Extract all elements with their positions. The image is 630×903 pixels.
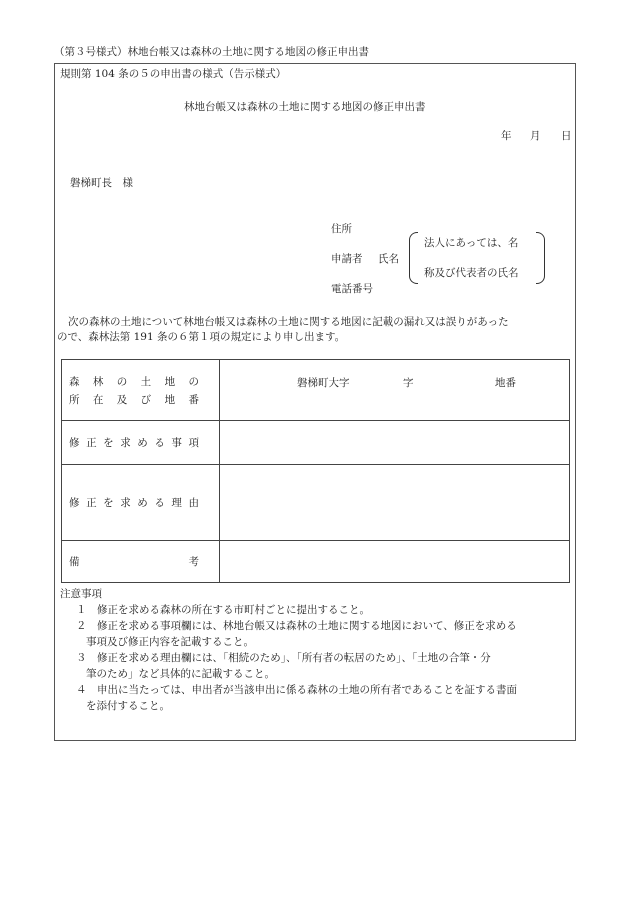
application-table <box>61 359 570 583</box>
location-label-line2: 所 在 及 び 地 番 <box>69 393 199 406</box>
table-row <box>62 465 570 541</box>
correction-item-label-cell <box>62 421 220 465</box>
date-year: 年 <box>501 130 512 142</box>
correction-reason-value-cell[interactable] <box>220 465 570 541</box>
table-row <box>62 541 570 583</box>
address-label: 住所 <box>331 223 352 235</box>
notes-heading: 注意事項 <box>60 588 102 600</box>
corporation-note-line1: 法人にあっては、名 <box>424 237 519 249</box>
correction-reason-label-cell <box>62 465 220 541</box>
note-4-line2: を添付すること。 <box>86 700 170 712</box>
note-2-line2: 事項及び修正内容を記載すること。 <box>86 636 254 648</box>
correction-item-label: 修 正 を 求 め る 事 項 <box>69 437 199 449</box>
location-aza: 字 <box>403 377 414 389</box>
location-lot: 地番 <box>495 377 516 389</box>
location-value-cell[interactable] <box>220 360 570 421</box>
location-town: 磐梯町大字 <box>297 377 350 389</box>
corporation-note-line2: 称及び代表者の氏名 <box>424 267 519 279</box>
form-code: （第３号様式）林地台帳又は森林の土地に関する地図の修正申出書 <box>54 46 369 58</box>
remarks-label-cell <box>62 541 220 583</box>
addressee: 磐梯町長 様 <box>70 177 133 189</box>
date-day: 日 <box>561 130 572 142</box>
correction-reason-label: 修 正 を 求 め る 理 由 <box>69 497 199 509</box>
table-row <box>62 360 570 421</box>
statement-line2: ので、森林法第 191 条の６第１項の規定により申し出ます。 <box>57 331 346 343</box>
statement-line1: 次の森林の土地について林地台帳又は森林の土地に関する地図に記載の漏れ又は誤りがあった <box>68 316 509 328</box>
note-3-line2: 筆のため」など具体的に記載すること。 <box>86 668 275 680</box>
note-1: １ 修正を求める森林の所在する市町村ごとに提出すること。 <box>76 604 370 616</box>
date-month: 月 <box>530 130 541 142</box>
table-row <box>62 421 570 465</box>
name-label: 氏名 <box>378 253 399 265</box>
note-3-line1: ３ 修正を求める理由欄には、「相続のため」、「所有者の転居のため」、「土地の合筆・分 <box>76 652 491 664</box>
rule-reference: 規則第 104 条の５の申出書の様式（告示様式） <box>60 68 287 80</box>
note-2-line1: ２ 修正を求める事項欄には、林地台帳又は森林の土地に関する地図において、修正を求める <box>76 620 517 632</box>
correction-item-value-cell[interactable] <box>220 421 570 465</box>
applicant-label: 申請者 <box>331 253 363 265</box>
note-4-line1: ４ 申出に当たっては、申出者が当該申出に係る森林の土地の所有者であることを証する書面 <box>76 684 517 696</box>
phone-label: 電話番号 <box>331 283 373 295</box>
remarks-label: 備 考 <box>69 556 199 568</box>
location-label-cell <box>62 360 220 421</box>
location-label-line1: 森 林 の 土 地 の <box>69 375 199 388</box>
remarks-value-cell[interactable] <box>220 541 570 583</box>
form-title: 林地台帳又は森林の土地に関する地図の修正申出書 <box>184 101 426 113</box>
